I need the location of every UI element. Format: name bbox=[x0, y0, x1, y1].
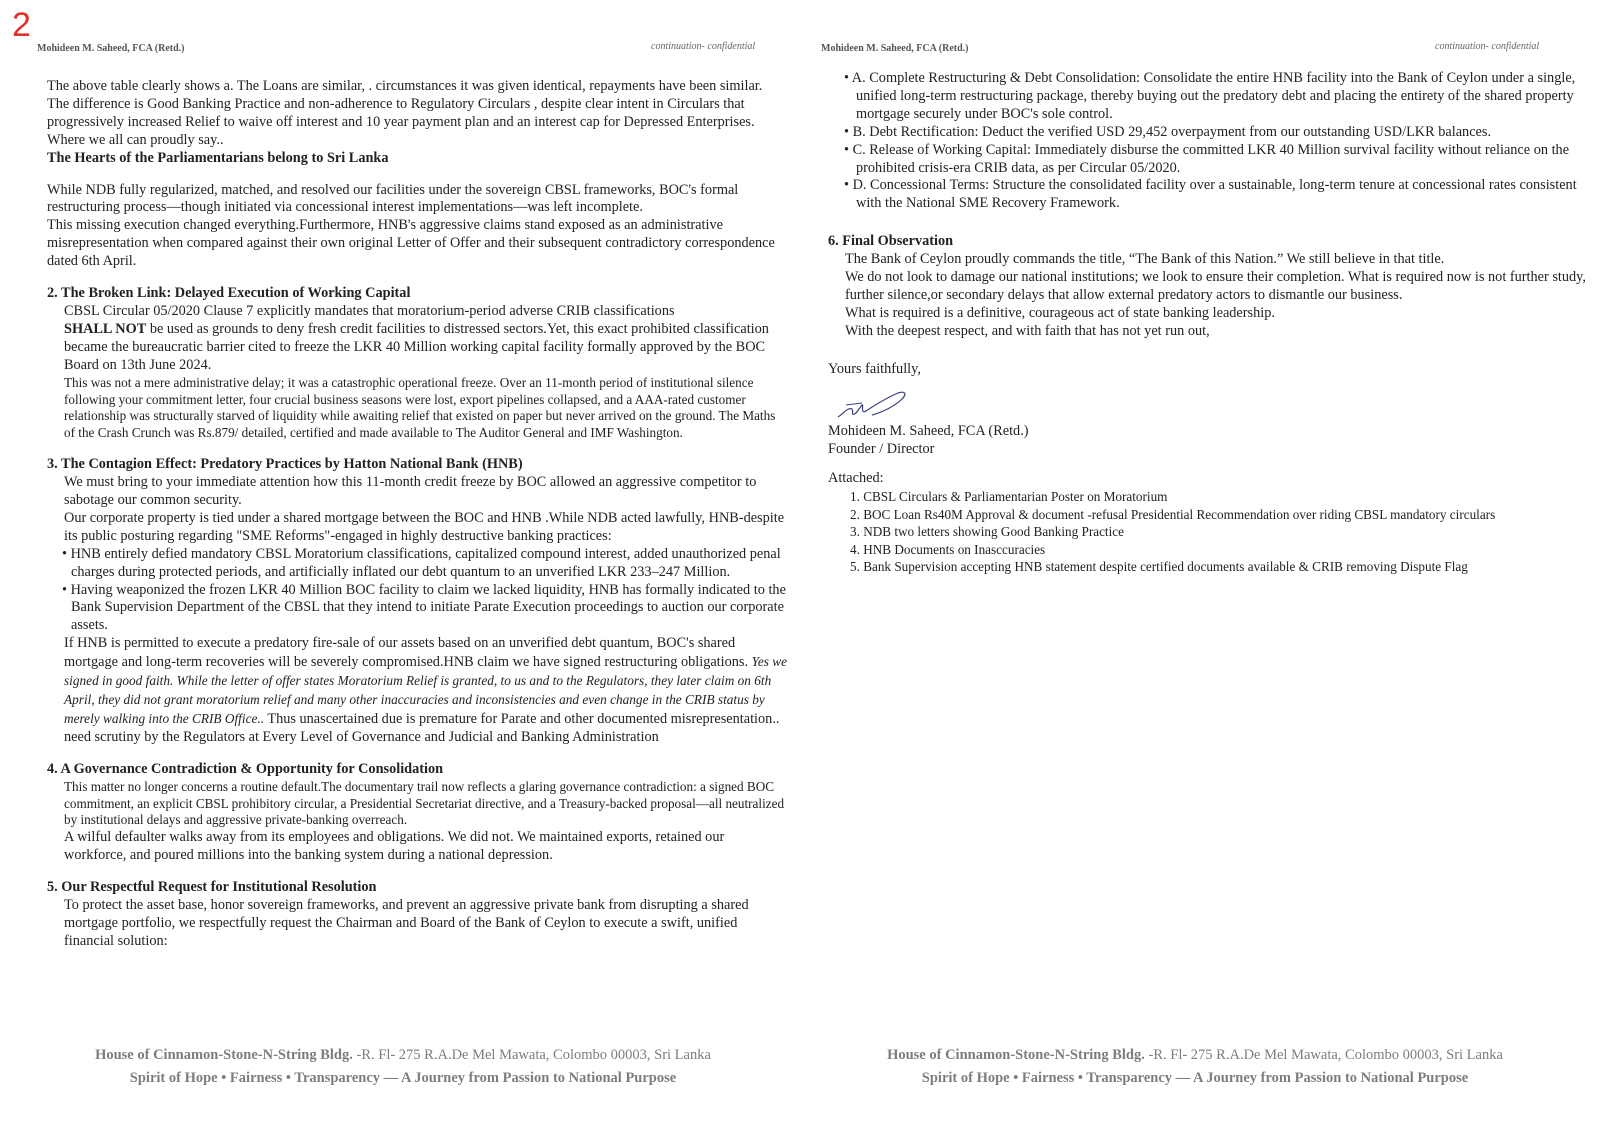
section-3-bullet-1: • HNB entirely defied mandatory CBSL Moratorium classifications, capitalized compound interest, added unauthorized penal charges during protected periods, and artificially inflated our debt quantum to an unverified LKR 233–247 Million. bbox=[62, 545, 781, 580]
section-2-line-1: CBSL Circular 05/2020 Clause 7 explicitly mandates that moratorium-period adverse CRIB classifications bbox=[64, 302, 675, 319]
section-3-p3-end: Thus unascertained due is premature for Parate and other documented misrepresentation.. need scrutiny by the Regulators at Every Level of Governance and Judicial and Banking Administration bbox=[64, 710, 780, 745]
section-3-p3-start: If HNB is permitted to execute a predatory fire-sale of our assets based on an unverified debt quantum, BOC's shared mortgage and long-term recoveries will be severely compromised.HNB claim we have signed restructuring obligations. bbox=[64, 635, 752, 671]
footer-address-line-right bbox=[800, 1044, 1590, 1067]
request-bullet-d: • D. Concessional Terms: Structure the consolidated facility over a sustainable, long-term tenure at concessional rates consistent with the National SME Recovery Framework. bbox=[844, 177, 1577, 212]
footer-motto: Spirit of Hope • Fairness • Transparency — A Journey from Passion to National Purpose bbox=[129, 1070, 677, 1086]
right-page-body bbox=[828, 70, 1588, 576]
request-bullet-b: • B. Debt Rectification: Deduct the verified USD 29,452 overpayment from our outstanding USD/LKR balances. bbox=[844, 123, 1492, 140]
section-2-freeze-paragraph: This was not a mere administrative delay; it was a catastrophic operational freeze. Over an 11-month period of institutional silence following your commitment letter, four crucial business seasons were lost, export pipelines collapsed, and a AAA-rated customer relationship was structurally starved of liquidity while awaiting relief that existed on paper but never arrived on the ground. The Maths of the Crash Crunch was Rs.879/ detailed, certified and made available to The Auditor General and IMF Washington. bbox=[64, 374, 776, 441]
section-4-heading: 4. A Governance Contradiction & Opportunity for Consolidation bbox=[47, 760, 444, 777]
footer-building-name-right: House of Cinnamon-Stone-N-String Bldg. bbox=[887, 1047, 1145, 1063]
left-page bbox=[0, 0, 790, 1132]
request-bullet-a: • A. Complete Restructuring & Debt Consolidation: Consolidate the entire HNB facility into the Bank of Ceylon under a single, unified long-term restructuring package, thereby buying out the predatory debt and placing the entirety of the shared property mortgage securely under BOC's sole control. bbox=[844, 70, 1576, 122]
attachment-item: 4. HNB Documents on Inasccuracies bbox=[850, 541, 1046, 557]
attachment-item: 2. BOC Loan Rs40M Approval & document -refusal Presidential Recommendation over riding CBSL mandatory circulars bbox=[850, 506, 1496, 522]
section-2-heading: 2. The Broken Link: Delayed Execution of Working Capital bbox=[47, 285, 411, 302]
section-3-italic-note: Yes we signed in good faith. While the letter of offer states Moratorium Relief is granted, to us and to the Regulators, they later claim on 6th April, they did not grant moratorium relief and many other inaccuracies and inconsistencies and even change in the CRIB status by merely walking into the CRIB Office.. bbox=[64, 654, 787, 726]
header-confidential-mark-right: continuation- confidential bbox=[1435, 41, 1540, 52]
left-page-body bbox=[47, 78, 787, 951]
final-observation-line-2: We do not look to damage our national institutions; we look to ensure their completion. What is required now is not further study, further silence,or secondary delays that allow external predatory actors to dismantle our business. bbox=[845, 269, 1586, 303]
final-observation-line-4: With the deepest respect, and with faith that has not yet run out, bbox=[845, 322, 1210, 339]
footer-building-name: House of Cinnamon-Stone-N-String Bldg. bbox=[95, 1047, 353, 1063]
section-2-circular-paragraph bbox=[47, 303, 787, 375]
page-number: 2 bbox=[12, 6, 31, 44]
signer-name: Mohideen M. Saheed, FCA (Retd.) bbox=[828, 422, 1029, 439]
footer-address-line bbox=[8, 1044, 798, 1067]
section-6-heading: 6. Final Observation bbox=[828, 233, 954, 250]
header-author-name-right: Mohideen M. Saheed, FCA (Retd.) bbox=[821, 43, 969, 54]
attachment-item: 5. Bank Supervision accepting HNB statement despite certified documents available & CRIB removing Dispute Flag bbox=[850, 559, 1468, 575]
hnb-claims-paragraph: This missing execution changed everything.Furthermore, HNB's aggressive claims stand exposed as an administrative misrepresentation when compared against their own original Letter of Offer and their subsequent contradictory correspondence dated 6th April. bbox=[47, 217, 775, 270]
section-4-paragraph-1: This matter no longer concerns a routine default.The documentary trail now reflects a glaring governance contradiction: a signed BOC commitment, an explicit CBSL prohibitory circular, a Presidential Secretariat directive, and a Treasury-backed proposal—all neutralized by institutional delays and aggressive private-banking overreach. bbox=[64, 778, 785, 828]
footer-address-right: -R. Fl- 275 R.A.De Mel Mawata, Colombo 00003, Sri Lanka bbox=[1144, 1047, 1503, 1063]
right-page bbox=[800, 0, 1590, 1132]
attachment-item: 1. CBSL Circulars & Parliamentarian Poster on Moratorium bbox=[850, 489, 1168, 505]
signer-title: Founder / Director bbox=[828, 440, 935, 457]
section-3-heading: 3. The Contagion Effect: Predatory Practices by Hatton National Bank (HNB) bbox=[47, 456, 523, 473]
footer-motto-right: Spirit of Hope • Fairness • Transparency — A Journey from Passion to National Purpose bbox=[921, 1070, 1469, 1086]
right-footer bbox=[800, 1044, 1590, 1090]
ndb-boc-paragraph: While NDB fully regularized, matched, and resolved our facilities under the sovereign CBSL frameworks, BOC's formal restructuring process—though initiated via concessional interest implementations—was left incomplete. bbox=[47, 181, 739, 216]
final-observation-line-3: What is required is a definitive, courageous act of state banking leadership. bbox=[845, 304, 1275, 321]
section-3-bullet-2: • Having weaponized the frozen LKR 40 Million BOC facility to claim we lacked liquidity, HNB has formally indicated to the Bank Supervision Department of the CBSL that they intend to initiate Parate Execution proceedings to auction our corporate assets. bbox=[62, 581, 786, 634]
section-5-paragraph: To protect the asset base, honor sovereign frameworks, and prevent an aggressive private bank from disrupting a shared mortgage portfolio, we respectfully request the Chairman and Board of the Bank of Ceylon to execute a swift, unified financial solution: bbox=[64, 897, 749, 949]
footer-address: -R. Fl- 275 R.A.De Mel Mawata, Colombo 00003, Sri Lanka bbox=[352, 1047, 711, 1063]
shall-not-emphasis: SHALL NOT bbox=[64, 320, 147, 337]
attached-label: Attached: bbox=[828, 470, 884, 487]
request-bullet-c: • C. Release of Working Capital: Immediately disburse the committed LKR 40 Million survival facility without reliance on the prohibited crisis-era CRIB data, as per Circular 05/2020. bbox=[844, 141, 1570, 176]
attachments-list bbox=[828, 488, 1588, 576]
left-footer bbox=[8, 1044, 798, 1090]
header-author-name: Mohideen M. Saheed, FCA (Retd.) bbox=[37, 43, 185, 54]
section-4-paragraph-2: A wilful defaulter walks away from its employees and obligations. We did not. We maintained exports, retained our workforce, and poured millions into the banking system during a national depression. bbox=[64, 829, 725, 864]
section-3-paragraph-1: We must bring to your immediate attention how this 11-month credit freeze by BOC allowed an aggressive competitor to sabotage our common security. bbox=[64, 474, 757, 509]
intro-paragraph: The above table clearly shows a. The Loans are similar, . circumstances it was given identical, repayments have been similar. The difference is Good Banking Practice and non-adherence to Regulatory Circulars , despite clear intent in Circulars that progressively increased Relief to waive off interest and 10 year payment plan and an interest cap for Depressed Enterprises. Where we all can proudly say.. bbox=[47, 78, 763, 148]
section-2-line-2: be used as grounds to deny fresh credit facilities to distressed sectors.Yet, this exact prohibited classification became the bureaucratic barrier cited to freeze the LKR 40 Million working capital facility formally approved by the BOC Board on 13th June 2024. bbox=[64, 320, 769, 373]
header-confidential-mark: continuation- confidential bbox=[651, 41, 756, 52]
closing-salutation: Yours faithfully, bbox=[828, 360, 921, 377]
signature bbox=[832, 389, 1588, 421]
section-3-paragraph-2: Our corporate property is tied under a shared mortgage between the BOC and HNB .While NDB acted lawfully, HNB-despite its public posturing regarding "SME Reforms"-engaged in highly destructive banking practices: bbox=[64, 509, 785, 544]
section-5-heading: 5. Our Respectful Request for Institutional Resolution bbox=[47, 879, 377, 896]
section-3-paragraph-3 bbox=[47, 635, 787, 746]
final-observation-line-1: The Bank of Ceylon proudly commands the title, “The Bank of this Nation.” We still believe in that title. bbox=[845, 251, 1445, 268]
hearts-statement: The Hearts of the Parliamentarians belong to Sri Lanka bbox=[47, 149, 389, 166]
attachment-item: 3. NDB two letters showing Good Banking Practice bbox=[850, 524, 1124, 540]
